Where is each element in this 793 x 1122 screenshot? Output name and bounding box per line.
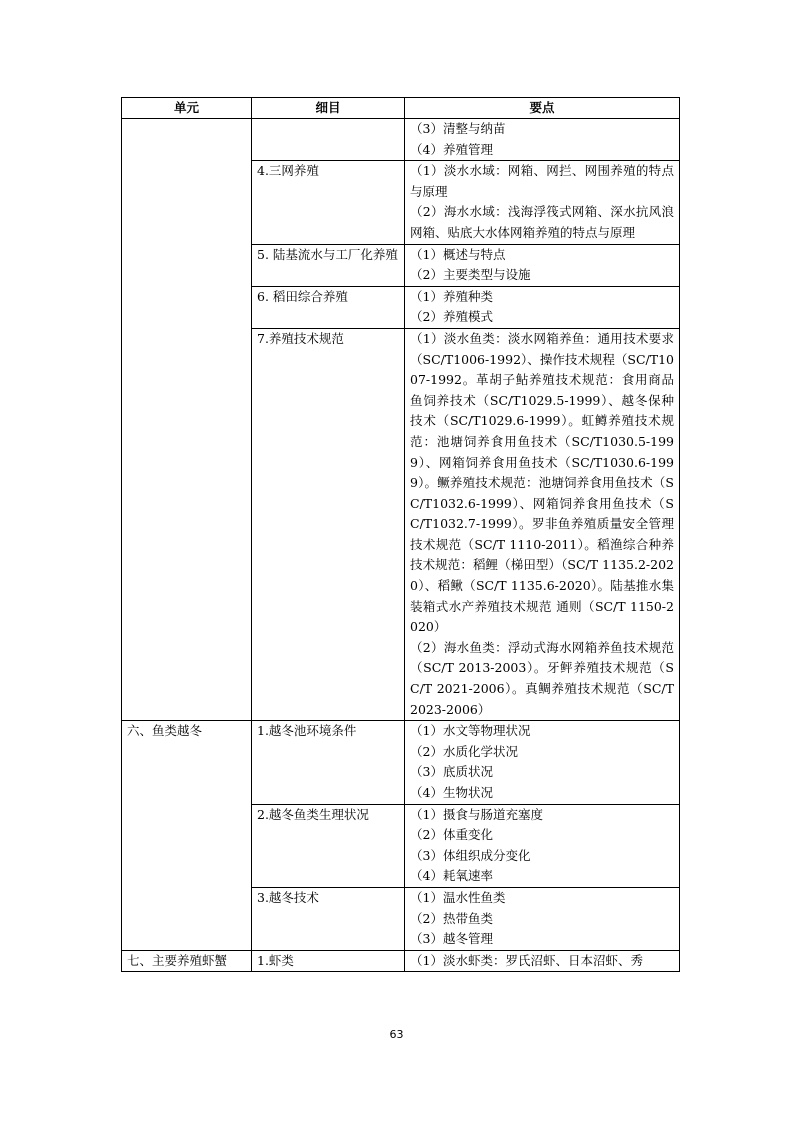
point-text: （2）水质化学状况 (410, 743, 518, 759)
item-cell: 1.虾类 (252, 950, 405, 972)
item-cell: 4.三网养殖 (252, 161, 405, 244)
unit-cell: 六、鱼类越冬 (122, 721, 252, 951)
point-text: （2）海水水域：浅海浮筏式网箱、深水抗风浪网箱、贴底大水体网箱养殖的特点与原理 (410, 204, 674, 240)
point-text: （3）越冬管理 (410, 931, 493, 947)
table-row (122, 119, 680, 161)
item-cell (252, 119, 405, 161)
point-text: （3）清整与纳苗 (410, 121, 506, 136)
point-text: （2）热带鱼类 (410, 910, 493, 926)
points-cell (405, 286, 680, 328)
point-text: （1）淡水虾类：罗氏沼虾、日本沼虾、秀 (410, 952, 643, 968)
item-cell: 3.越冬技术 (252, 887, 405, 950)
unit-cell (122, 119, 252, 721)
header-points: 要点 (405, 98, 680, 119)
point-text: （4）耗氧速率 (410, 868, 493, 884)
item-cell: 5. 陆基流水与工厂化养殖 (252, 244, 405, 286)
table-row (122, 950, 680, 972)
point-text: （1）摄食与肠道充塞度 (410, 806, 543, 822)
item-cell: 7.养殖技术规范 (252, 328, 405, 720)
point-text: （1）淡水鱼类：淡水网箱养鱼：通用技术要求（SC/T1006-1992）、操作技术规程（SC/T1007-1992。革胡子鲇养殖技术规范：食用商品鱼饲养技术（SC/T1029.5-1999）、越冬保种技术（SC/T1029.6-1999）。虹鳟养殖技术规范：池塘饲养食用鱼技术（SC/T1030.5-1999）、网箱饲养食用鱼技术（SC/T1030.6-1999）。鳜养殖技术规范：池塘饲养食用鱼技术（SC/T1032.6-1999）、网箱饲养食用鱼技术（SC/T1032.7-1999）。罗非鱼养殖质量安全管理技术规范（SC/T 1110-2011）。稻渔综合种养技术规范：稻鲤（梯田型）（SC/T 1135.2-2020）、稻鳅（SC/T 1135.6-2020）。陆基推水集装箱式水产养殖技术规范 通则（SC/T 1150-2020） (410, 330, 674, 635)
points-cell (405, 328, 680, 720)
point-text: （3）体组织成分变化 (410, 847, 531, 863)
item-cell: 2.越冬鱼类生理状况 (252, 804, 405, 887)
item-cell: 6. 稻田综合养殖 (252, 286, 405, 328)
header-unit: 单元 (122, 98, 252, 119)
page-number: 63 (389, 1028, 404, 1041)
header-item: 细目 (252, 98, 405, 119)
points-cell (405, 721, 680, 804)
table-header-row (122, 98, 680, 119)
points-cell (405, 161, 680, 244)
point-text: （3）底质状况 (410, 764, 493, 780)
point-text: （2）海水鱼类：浮动式海水网箱养鱼技术规范（SC/T 2013-2003）。牙鲆养殖技术规范（SC/T 2021-2006）。真鲷养殖技术规范（SC/T 2023-2006） (410, 639, 674, 717)
point-text: （2）主要类型与设施 (410, 267, 531, 283)
point-text: （1）水文等物理状况 (410, 723, 531, 739)
point-text: （2）体重变化 (410, 827, 493, 843)
point-text: （1）概述与特点 (410, 246, 506, 262)
unit-cell: 七、主要养殖虾蟹 (122, 950, 252, 972)
point-text: （4）生物状况 (410, 785, 493, 800)
points-cell (405, 804, 680, 887)
syllabus-table (121, 97, 680, 972)
point-text: （2）养殖模式 (410, 309, 493, 325)
point-text: （4）养殖管理 (410, 141, 493, 157)
table-row (122, 721, 680, 804)
points-cell (405, 244, 680, 286)
point-text: （1）养殖种类 (410, 288, 493, 304)
points-cell (405, 950, 680, 972)
points-cell (405, 119, 680, 161)
points-cell (405, 887, 680, 950)
point-text: （1）温水性鱼类 (410, 889, 506, 905)
item-cell: 1.越冬池环境条件 (252, 721, 405, 804)
point-text: （1）淡水水域：网箱、网拦、网围养殖的特点与原理 (410, 163, 674, 199)
